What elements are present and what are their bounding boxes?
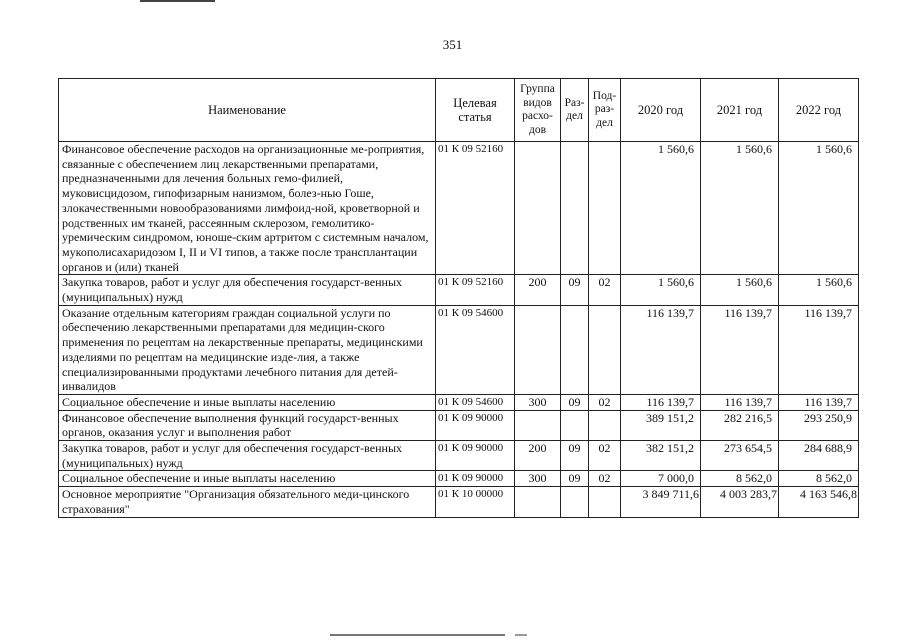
row-target: 01 К 09 90000: [436, 441, 515, 471]
row-section: [561, 410, 589, 440]
row-2022: 1 560,6: [779, 142, 859, 275]
row-2021: 1 560,6: [701, 142, 779, 275]
row-section: 09: [561, 471, 589, 487]
row-target: 01 К 09 90000: [436, 471, 515, 487]
table-header-row: [59, 79, 859, 142]
table-row: [59, 305, 859, 394]
row-2021: 4 003 283,7: [701, 487, 779, 517]
row-target: 01 К 09 54600: [436, 305, 515, 394]
row-subsection: [589, 410, 621, 440]
header-group: Группа видов расхо-дов: [515, 79, 561, 142]
row-target: 01 К 09 52160: [436, 275, 515, 305]
row-section: 09: [561, 394, 589, 410]
row-group: 200: [515, 275, 561, 305]
row-section: [561, 142, 589, 275]
header-2022: 2022 год: [779, 79, 859, 142]
row-section: 09: [561, 441, 589, 471]
row-group: [515, 410, 561, 440]
table-row: [59, 275, 859, 305]
row-name: Закупка товаров, работ и услуг для обеспечения государст-венных (муниципальных) нужд: [59, 441, 436, 471]
row-2020: 1 560,6: [621, 275, 701, 305]
row-subsection: 02: [589, 394, 621, 410]
row-section: [561, 487, 589, 517]
row-target: 01 К 09 54600: [436, 394, 515, 410]
budget-table: [58, 78, 859, 518]
row-2021: 282 216,5: [701, 410, 779, 440]
row-group: 200: [515, 441, 561, 471]
row-2022: 8 562,0: [779, 471, 859, 487]
row-2021: 116 139,7: [701, 305, 779, 394]
row-subsection: [589, 142, 621, 275]
row-group: [515, 305, 561, 394]
row-2020: 382 151,2: [621, 441, 701, 471]
row-2022: 116 139,7: [779, 394, 859, 410]
row-2022: 284 688,9: [779, 441, 859, 471]
row-group: 300: [515, 394, 561, 410]
row-2021: 8 562,0: [701, 471, 779, 487]
header-section: Раз-дел: [561, 79, 589, 142]
row-group: [515, 142, 561, 275]
row-2020: 1 560,6: [621, 142, 701, 275]
table-row: [59, 142, 859, 275]
table-row: [59, 410, 859, 440]
row-2020: 116 139,7: [621, 305, 701, 394]
row-2022: 4 163 546,8: [779, 487, 859, 517]
row-2020: 116 139,7: [621, 394, 701, 410]
row-target: 01 К 09 52160: [436, 142, 515, 275]
row-name: Оказание отдельным категориям граждан социальной услуги по обеспечению лекарственными препаратами для медицин-ского применения по рецептам на лекарственные препараты, медицинскими изделиями по рецептам на медицинские изде-лия, а также специализированными продуктами лечебного питания для детей-инвалидов: [59, 305, 436, 394]
scan-artifact-top: [140, 0, 215, 2]
row-2022: 293 250,9: [779, 410, 859, 440]
row-subsection: 02: [589, 275, 621, 305]
row-2021: 273 654,5: [701, 441, 779, 471]
row-name: Закупка товаров, работ и услуг для обеспечения государст-венных (муниципальных) нужд: [59, 275, 436, 305]
header-name: Наименование: [59, 79, 436, 142]
header-2020: 2020 год: [621, 79, 701, 142]
row-2020: 7 000,0: [621, 471, 701, 487]
row-name: Финансовое обеспечение выполнения функций государст-венных органов, оказания услуг и выполнения работ: [59, 410, 436, 440]
row-2020: 3 849 711,6: [621, 487, 701, 517]
row-2021: 1 560,6: [701, 275, 779, 305]
row-target: 01 К 10 00000: [436, 487, 515, 517]
row-group: 300: [515, 471, 561, 487]
row-target: 01 К 09 90000: [436, 410, 515, 440]
table-row: [59, 441, 859, 471]
table-row: [59, 487, 859, 517]
row-section: [561, 305, 589, 394]
row-subsection: 02: [589, 441, 621, 471]
row-section: 09: [561, 275, 589, 305]
row-name: Социальное обеспечение и иные выплаты населению: [59, 394, 436, 410]
header-subsection: Под-раз-дел: [589, 79, 621, 142]
row-subsection: [589, 305, 621, 394]
page-number: 351: [442, 37, 463, 52]
row-2022: 116 139,7: [779, 305, 859, 394]
row-2021: 116 139,7: [701, 394, 779, 410]
header-target: Целевая статья: [436, 79, 515, 142]
row-2022: 1 560,6: [779, 275, 859, 305]
row-name: Основное мероприятие "Организация обязательного меди-цинского страхования": [59, 487, 436, 517]
row-subsection: 02: [589, 471, 621, 487]
scan-artifact-bottom-small: [515, 634, 527, 636]
table-row: [59, 471, 859, 487]
row-name: Финансовое обеспечение расходов на организационные ме-роприятия, связанные с обеспечением лиц лекарственными препаратами, предназначенными для лечения больных гемо-филией, муковисцидозом, гипофизарным нанизмом, болез-нью Гоше, злокачественными новообразованиями лимфоид-ной, кроветворной и родственных им тканей, рассеянным склерозом, гемолитико-уремическим синдромом, юноше-ским артритом с системным началом, мукополисахаридозом I, II и VI типов, а также после трансплантации органов и (или) тканей: [59, 142, 436, 275]
row-name: Социальное обеспечение и иные выплаты населению: [59, 471, 436, 487]
table-row: [59, 394, 859, 410]
row-2020: 389 151,2: [621, 410, 701, 440]
header-2021: 2021 год: [701, 79, 779, 142]
row-subsection: [589, 487, 621, 517]
row-group: [515, 487, 561, 517]
scan-artifact-bottom: [330, 634, 505, 636]
